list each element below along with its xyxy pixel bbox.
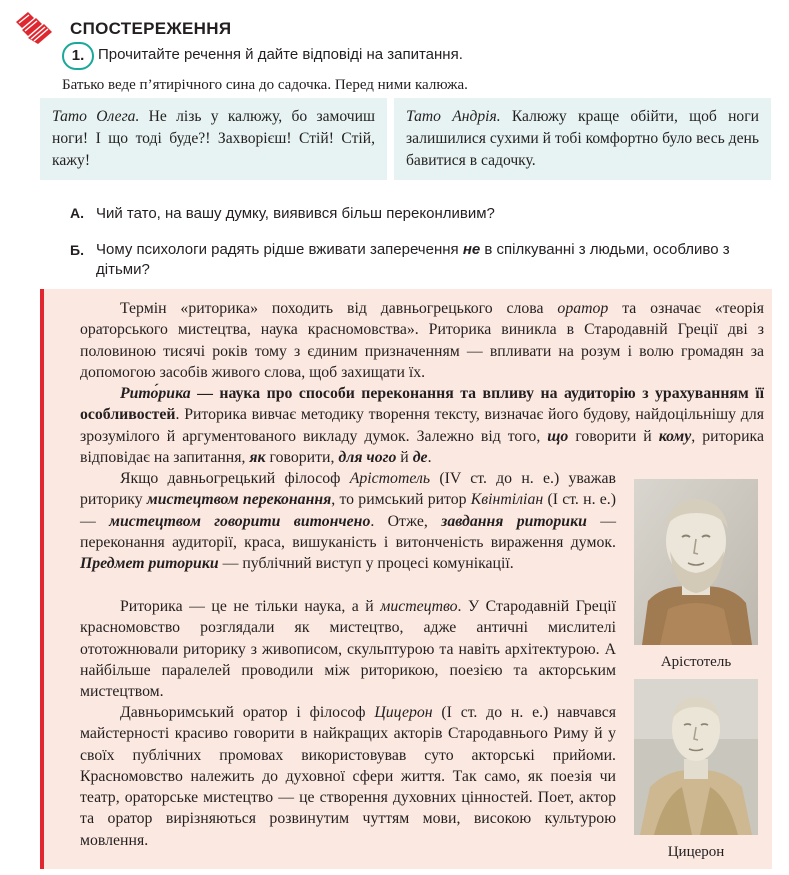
quote-box-andriy (394, 98, 771, 180)
term-rhetoric: Рито́рика (120, 385, 191, 402)
section-title: СПОСТЕРЕЖЕННЯ (70, 19, 232, 38)
negation-emphasis: не (462, 241, 481, 258)
question-b-letter: Б. (70, 242, 84, 258)
speaker-andriy: Тато Андрія. (406, 108, 501, 125)
cicero-bust-image (634, 679, 758, 835)
speaker-oleg: Тато Олега. (52, 108, 140, 125)
theory-paragraph-3: Якщо давньогрецький філософ Арістотель (IV ст. до н. е.) уважав риторику мистецтвом переконання, то римський ритор Квінтіліан (І ст. н. е.) — мистецтвом говорити витончено. Отже, завдання риторики — переконання аудиторії, краса, вишуканість і витонченість вираження думок. Предмет риторики — публічний виступ у процесі комунікації. (80, 470, 617, 573)
books-icon (12, 8, 60, 48)
question-a-letter: А. (70, 205, 84, 221)
task-lead-sentence: Батько веде п’ятирічного сина до садочка. Перед ними калюжа. (62, 77, 468, 93)
question-a-text: Чий тато, на вашу думку, виявився більш переконливим? (96, 205, 495, 222)
quote-andriy-text: Калюжу краще обійти, щоб ноги залишилися сухими й тобі комфортно було весь день бавитися в садочку. (406, 108, 759, 169)
theory-paragraph-4: Риторика — це не тільки наука, а й мистецтво. У Стародавній Греції красномовство розглядали як мистецтво, адже античні мислителі ототожнювали риторику з живописом, скульптурою та навіть архітектурою. А найбільше паралелей проводили між риторикою, поезією та акторським мистецтвом. (80, 598, 617, 701)
quote-oleg-text: Не лізь у калюжу, бо замочиш ноги! І що тоді буде?! Захворієш! Стій! Стій, кажу! (52, 108, 375, 169)
rhetoric-definition: Рито́рика — наука про способи переконання та впливу на аудиторію з урахуванням її особливостей. Риторика вивчає методику творення тексту, визначає його будову, найдоцільнішу для зрозумілого й аргументованого викладу думок. Залежно від того, що говорити й кому, риторика відповідає на запитання, як говорити, для чого й де. (80, 385, 764, 466)
section-heading (12, 8, 312, 44)
question-b-text: Чому психологи радять рідше вживати заперечення не в спілкуванні з людьми, особливо з дітьми? (96, 241, 730, 278)
theory-paragraph-1: Термін «риторика» походить від давньогрецького слова оратор та означає «теорія ораторського мистецтва, наука красномовства». Риторика виникла в Стародавній Греції дві з половиною тисячі років тому з єдиним призначенням — впливати на розум і волю громадян за допомогою засобів живого слова, щоб захищати їх. (80, 300, 765, 381)
task-number: 1. (62, 42, 94, 70)
task-instruction: Прочитайте речення й дайте відповіді на запитання. (98, 46, 463, 63)
aristotle-bust-image (634, 479, 758, 645)
quote-box-oleg (40, 98, 387, 180)
caption-cicero: Цицерон (667, 844, 725, 860)
caption-aristotle: Арістотель (660, 654, 732, 670)
theory-paragraph-5: Давньоримський оратор і філософ Цицерон (І ст. до н. е.) навчався майстерності красиво говорити в найкращих акторів Стародавнього Риму й у своїх публічних промовах використовував суто акторські прийоми. Красномовство належить до духовної сфери життя. Так само, як поезія чи театр, ораторське мистецтво — це створення духовних цінностей. Поет, актор та оратор вирізняються розвинутим чуттям мови, високою культурою мовлення. (80, 704, 617, 849)
